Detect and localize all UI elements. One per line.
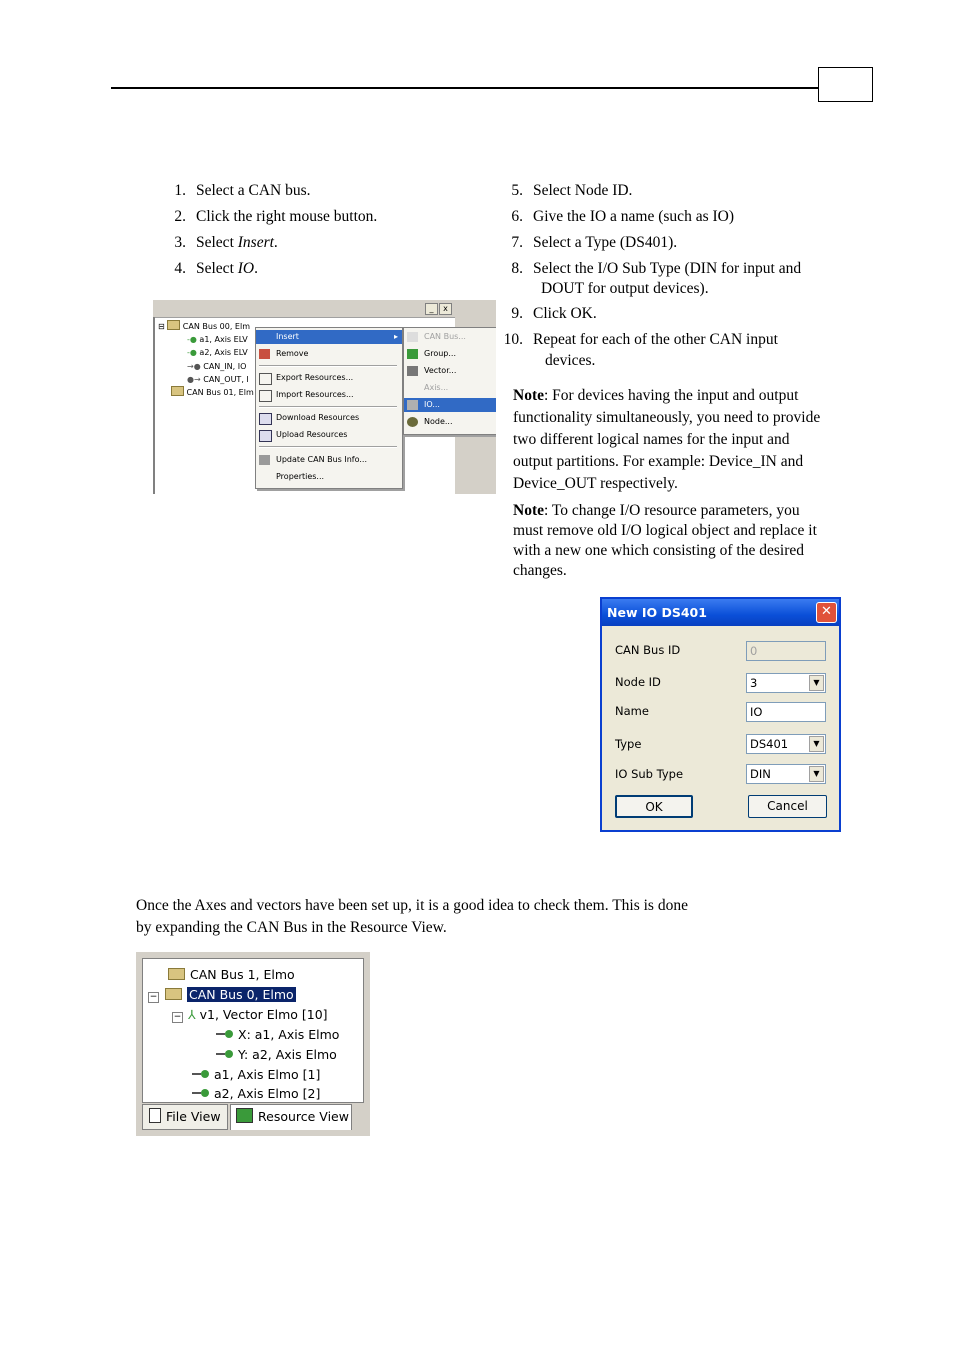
- tree-item-canbus1[interactable]: CAN Bus 1, Elmo: [168, 967, 295, 983]
- name-label: Name: [615, 704, 649, 718]
- tree-item-a1[interactable]: -● a1, Axis ELV: [187, 335, 248, 344]
- tree-item-canbus00[interactable]: ⊟ CAN Bus 00, Elm: [158, 322, 250, 331]
- menu-item-import[interactable]: Import Resources...: [256, 388, 402, 402]
- node-id-select[interactable]: 3 ▼: [746, 673, 826, 693]
- menu-item-update[interactable]: Update CAN Bus Info...: [256, 453, 402, 467]
- tree-item-canbus0[interactable]: − CAN Bus 0, Elmo: [149, 987, 294, 1002]
- tree-item-y-axis[interactable]: Y: a2, Axis Elmo: [216, 1047, 337, 1063]
- tree-item-x-axis[interactable]: X: a1, Axis Elmo: [216, 1027, 339, 1043]
- menu-item-remove[interactable]: Remove: [256, 347, 402, 361]
- menu-item-export[interactable]: Export Resources...: [256, 371, 402, 385]
- node-id-label: Node ID: [615, 675, 661, 689]
- chevron-down-icon[interactable]: ▼: [809, 766, 824, 782]
- tree-item-a1[interactable]: a1, Axis Elmo [1]: [192, 1067, 320, 1083]
- step-4: 4. Select IO.: [174, 260, 258, 277]
- step-3: 3. Select Insert.: [174, 234, 278, 251]
- submenu-vector[interactable]: Vector...: [404, 364, 496, 378]
- panel-titlebar: [153, 300, 496, 318]
- submenu-canbus[interactable]: CAN Bus...: [404, 330, 496, 344]
- menu-item-upload[interactable]: Upload Resources: [256, 428, 402, 442]
- tree-item-canbus01[interactable]: CAN Bus 01, Elm: [171, 386, 254, 399]
- type-select[interactable]: DS401 ▼: [746, 734, 826, 754]
- tree-item-a2[interactable]: a2, Axis Elmo [2]: [192, 1086, 320, 1102]
- step-8-cont: DOUT for output devices).: [541, 280, 709, 297]
- new-io-dialog: [600, 597, 841, 832]
- cancel-button[interactable]: Cancel: [748, 795, 827, 818]
- note-2: Note: To change I/O resource parameters, you must remove old I/O logical object and replace it with a new one which consisting of the desired changes.: [513, 502, 817, 579]
- name-field[interactable]: IO: [746, 702, 826, 722]
- step-10: 10. Repeat for each of the other CAN input: [503, 331, 778, 348]
- can-bus-id-label: CAN Bus ID: [615, 643, 681, 657]
- step-10-cont: devices.: [545, 352, 596, 369]
- close-icon[interactable]: ✕: [816, 602, 837, 623]
- resource-view-screenshot: [136, 952, 370, 1136]
- tab-resource-view[interactable]: Resource View: [230, 1104, 352, 1130]
- submenu-io[interactable]: IO...: [404, 398, 496, 412]
- step-5: 5. Select Node ID.: [511, 182, 633, 199]
- io-sub-type-select[interactable]: DIN ▼: [746, 764, 826, 784]
- step-1: 1. Select a CAN bus.: [174, 182, 311, 199]
- dialog-titlebar: New IO DS401 ✕: [602, 599, 839, 626]
- step-6: 6. Give the IO a name (such as IO): [511, 208, 734, 225]
- context-menu-screenshot: [153, 300, 496, 494]
- step-8: 8. Select the I/O Sub Type (DIN for input and: [511, 260, 802, 277]
- step-7: 7. Select a Type (DS401).: [511, 234, 678, 251]
- step-2: 2. Click the right mouse button.: [174, 208, 378, 225]
- step-9: 9. Click OK.: [511, 305, 597, 322]
- tree-item-vector[interactable]: − ⅄ v1, Vector Elmo [10]: [173, 1007, 328, 1022]
- submenu-group[interactable]: Group...: [404, 347, 496, 361]
- close-icon[interactable]: x: [439, 303, 452, 315]
- submenu-node[interactable]: Node...: [404, 415, 496, 429]
- menu-item-properties[interactable]: Properties...: [276, 472, 325, 481]
- can-bus-id-field: 0: [746, 641, 826, 661]
- ok-button[interactable]: OK: [615, 795, 693, 818]
- chevron-down-icon[interactable]: ▼: [809, 736, 824, 752]
- type-label: Type: [615, 737, 642, 751]
- tree-item-can-out[interactable]: ●→ CAN_OUT, I: [187, 375, 249, 384]
- tree-item-a2[interactable]: -● a2, Axis ELV: [187, 348, 248, 357]
- menu-item-insert[interactable]: Insert ▸: [256, 330, 402, 344]
- page-number-box: [818, 67, 873, 102]
- resource-tree: [142, 958, 364, 1103]
- context-menu: [255, 327, 403, 489]
- note-1: Note: For devices having the input and output functionality simultaneously, you need to provide two different logical names for the input and output partitions. For example: Device_IN and Device_OUT respectively.: [513, 387, 821, 492]
- chevron-down-icon[interactable]: ▼: [809, 675, 824, 691]
- tree-item-can-in[interactable]: →● CAN_IN, IO: [187, 362, 247, 371]
- insert-submenu: [403, 327, 496, 435]
- body-paragraph: Once the Axes and vectors have been set up, it is a good idea to check them. This is done by expanding the CAN Bus in the Resource View.: [136, 897, 688, 936]
- header-rule: [111, 87, 819, 89]
- submenu-axis[interactable]: Axis...: [424, 383, 449, 392]
- tab-file-view[interactable]: File View: [142, 1104, 228, 1130]
- menu-item-download[interactable]: Download Resources: [256, 411, 402, 425]
- io-sub-type-label: IO Sub Type: [615, 767, 684, 781]
- minimize-icon[interactable]: _: [425, 303, 438, 315]
